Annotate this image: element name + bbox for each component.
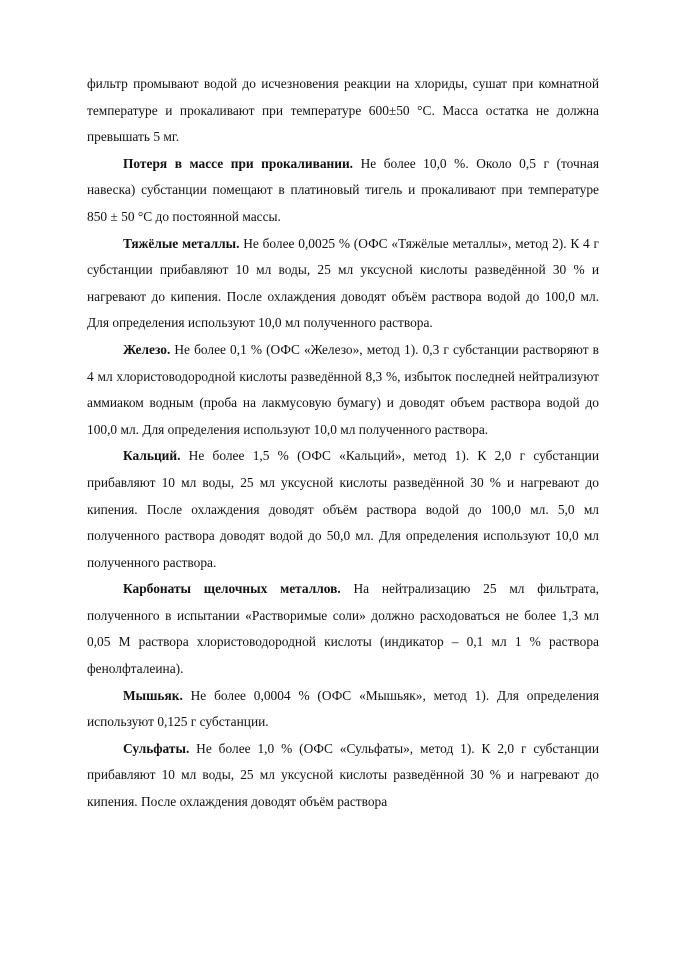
paragraph-continuation xyxy=(87,71,599,151)
paragraph-sulfates xyxy=(87,736,599,816)
paragraph-text: На нейтрализацию 25 мл фильтрата, полученного в испытании «Растворимые соли» должно расходоваться не более 1,3 мл 0,05 М раствора хлористоводородной кислоты (индикатор – 0,1 мл 1 % раствора фенолфталеина). xyxy=(87,581,599,677)
paragraph-heavy-metals xyxy=(87,231,599,337)
paragraph-heading: Мышьяк. xyxy=(123,687,183,703)
paragraph-heading: Железо. xyxy=(123,341,171,357)
paragraph-text: Не более 0,0025 % (ОФС «Тяжёлые металлы», метод 2). К 4 г субстанции прибавляют 10 мл воды, 25 мл уксусной кислоты разведённой 30 % и нагревают до кипения. После охлаждения доводят объём раствора водой до 100,0 мл. Для определения используют 10,0 мл полученного раствора. xyxy=(87,235,600,331)
paragraph-loss-on-ignition xyxy=(87,151,599,231)
paragraph-text: Не более 10,0 %. Около 0,5 г (точная навеска) субстанции помещают в платиновый тигель и прокаливают при температуре 850 ± 50 °С до постоянной массы. xyxy=(87,155,599,224)
paragraph-heading: Потеря в массе при прокаливании. xyxy=(123,155,354,171)
paragraph-heading: Кальций. xyxy=(123,448,181,464)
paragraph-text: Не более 0,1 % (ОФС «Железо», метод 1). 0,3 г субстанции растворяют в 4 мл хлористоводородной кислоты разведённой 8,3 %, избыток последней нейтрализуют аммиаком водным (проба на лакмусовую бумагу) и доводят объем раствора водой до 100,0 мл. Для определения используют 10,0 мл полученного раствора. xyxy=(87,341,599,437)
paragraph-alkali-carbonates xyxy=(87,576,599,682)
paragraph-heading: Карбонаты щелочных металлов. xyxy=(123,581,341,597)
paragraph-heading: Тяжёлые металлы. xyxy=(123,235,240,251)
paragraph-calcium xyxy=(87,443,599,576)
paragraph-text: Не более 1,0 % (ОФС «Сульфаты», метод 1). К 2,0 г субстанции прибавляют 10 мл воды, 25 мл уксусной кислоты разведённой 30 % и нагревают до кипения. После охлаждения доводят объём раствора xyxy=(87,740,599,810)
document-body xyxy=(87,71,599,816)
paragraph-iron xyxy=(87,337,599,443)
paragraph-text: Не более 0,0004 % (ОФС «Мышьяк», метод 1). Для определения используют 0,125 г субстанции. xyxy=(87,687,599,730)
paragraph-text: Не более 1,5 % (ОФС «Кальций», метод 1). К 2,0 г субстанции прибавляют 10 мл воды, 25 мл уксусной кислоты разведённой 30 % и нагревают до кипения. После охлаждения доводят объём раствора водой до 100,0 мл. 5,0 мл полученного раствора доводят водой до 50,0 мл. Для определения используют 10,0 мл полученного раствора. xyxy=(87,448,599,570)
paragraph-heading: Сульфаты. xyxy=(123,740,190,756)
paragraph-text: фильтр промывают водой до исчезновения реакции на хлориды, сушат при комнатной температуре и прокаливают при температуре 600±50 °С. Масса остатка не должна превышать 5 мг. xyxy=(87,76,599,145)
paragraph-arsenic xyxy=(87,683,599,736)
